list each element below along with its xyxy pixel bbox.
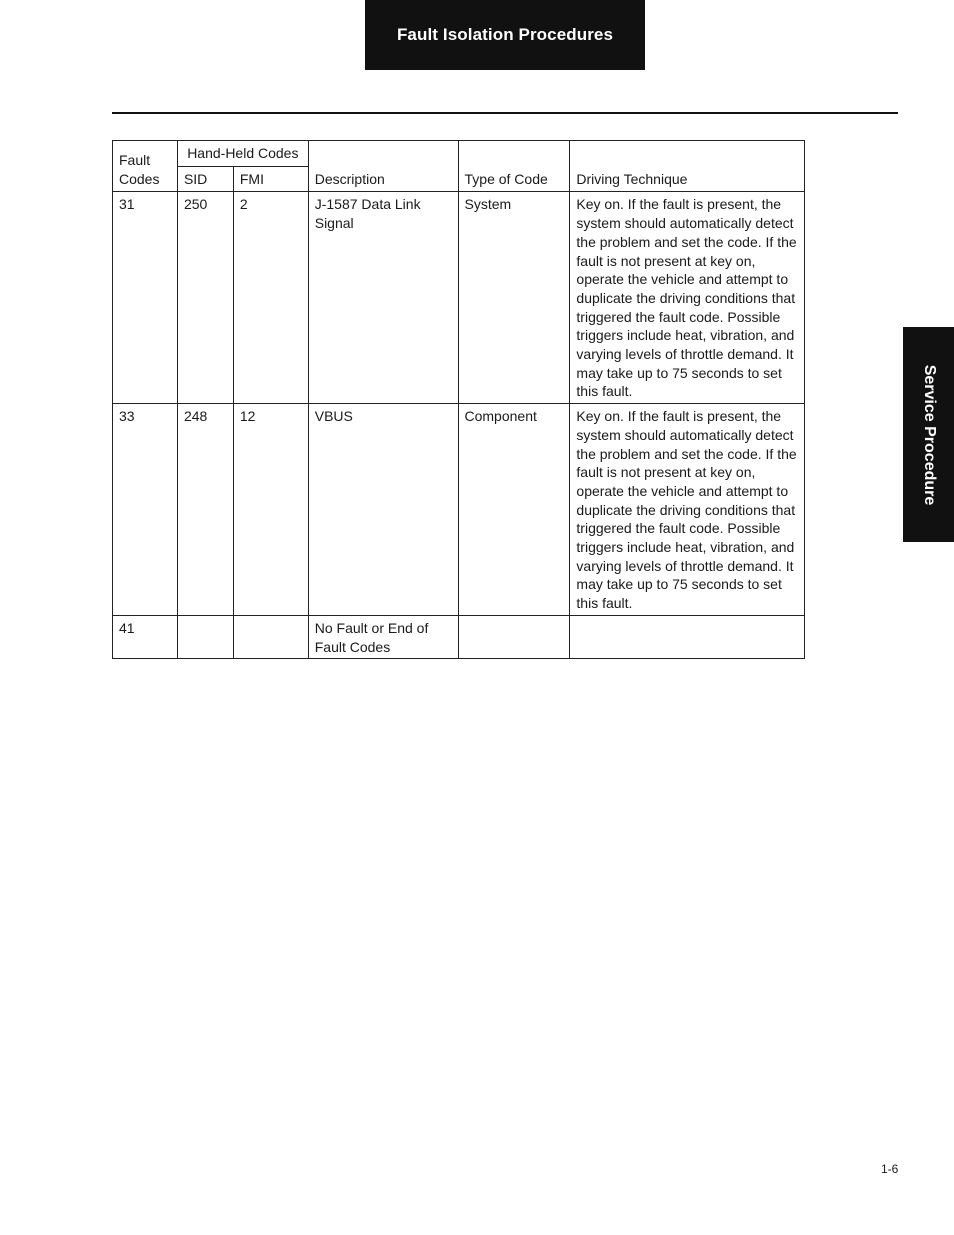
section-title: Fault Isolation Procedures: [396, 25, 614, 44]
header-description: Description: [308, 141, 458, 192]
page-number: 1-6: [881, 1162, 899, 1176]
cell-type-of-code: Component: [458, 404, 570, 616]
header-sid: SID: [177, 166, 233, 192]
cell-fmi: [233, 615, 308, 658]
header-driving-technique: Driving Technique: [570, 141, 805, 192]
header-fmi: FMI: [233, 166, 308, 192]
cell-sid: 250: [177, 192, 233, 404]
cell-type-of-code: System: [458, 192, 570, 404]
cell-fault-code: 33: [113, 404, 178, 616]
chapter-side-tab: [903, 327, 954, 542]
table-row: [113, 615, 805, 658]
cell-sid: 248: [177, 404, 233, 616]
cell-fmi: 12: [233, 404, 308, 616]
table-header-row: [113, 141, 805, 167]
header-fault-codes: Fault Codes: [113, 141, 178, 192]
chapter-side-tab-label: Service Procedure: [920, 364, 938, 505]
cell-description: No Fault or End of Fault Codes: [308, 615, 458, 658]
cell-fault-code: 31: [113, 192, 178, 404]
section-header-tab: [365, 0, 645, 70]
fault-code-table: [112, 140, 805, 659]
cell-driving-technique: [570, 615, 805, 658]
header-type-of-code: Type of Code: [458, 141, 570, 192]
header-divider: [112, 112, 898, 114]
cell-driving-technique: Key on. If the fault is present, the system should automatically detect the problem and set the code. If the fault is not present at key on, operate the vehicle and attempt to duplicate the driving conditions that triggered the fault code. Possible triggers include heat, vibration, and varying levels of throttle demand. It may take up to 75 seconds to set this fault.: [570, 192, 805, 404]
cell-description: VBUS: [308, 404, 458, 616]
header-hand-held-codes: Hand-Held Codes: [177, 141, 308, 167]
cell-fmi: 2: [233, 192, 308, 404]
cell-description: J-1587 Data Link Signal: [308, 192, 458, 404]
cell-fault-code: 41: [113, 615, 178, 658]
table-row: [113, 404, 805, 616]
cell-type-of-code: [458, 615, 570, 658]
cell-sid: [177, 615, 233, 658]
table-row: [113, 192, 805, 404]
cell-driving-technique: Key on. If the fault is present, the system should automatically detect the problem and set the code. If the fault is not present at key on, operate the vehicle and attempt to duplicate the driving conditions that triggered the fault code. Possible triggers include heat, vibration, and varying levels of throttle demand. It may take up to 75 seconds to set this fault.: [570, 404, 805, 616]
